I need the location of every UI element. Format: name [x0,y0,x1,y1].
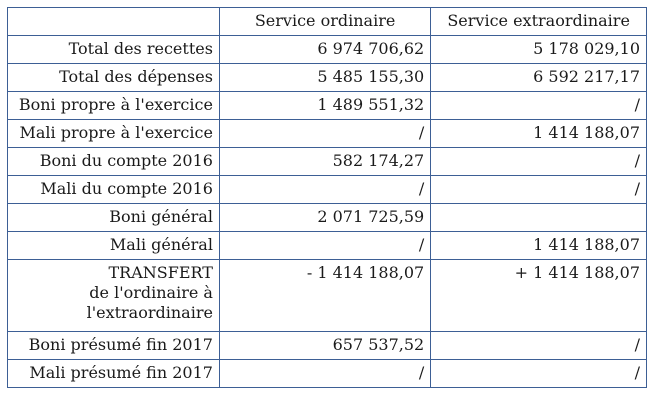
table-row [8,176,647,204]
table-row [8,232,647,260]
ordinaire-value: 1 489 551,32 [219,92,430,120]
ordinaire-value: / [219,120,430,148]
ordinaire-value: 657 537,52 [219,332,430,360]
transfert-label-line: TRANSFERT [108,263,213,282]
budget-table [7,7,647,388]
row-label: Mali général [8,232,220,260]
ordinaire-value: 2 071 725,59 [219,204,430,232]
ordinaire-value: 5 485 155,30 [219,64,430,92]
table-row [8,148,647,176]
extraordinaire-value: / [431,148,647,176]
extraordinaire-value: / [431,176,647,204]
row-label: Mali propre à l'exercice [8,120,220,148]
header-row [8,8,647,36]
row-label: Mali du compte 2016 [8,176,220,204]
extraordinaire-value: 1 414 188,07 [431,120,647,148]
extraordinaire-value [431,204,647,232]
table-row-transfert [8,260,647,332]
table-row [8,204,647,232]
row-label: Total des dépenses [8,64,220,92]
row-label-transfert [8,260,220,332]
extraordinaire-value: / [431,92,647,120]
row-label: Total des recettes [8,36,220,64]
header-service-extraordinaire: Service extraordinaire [431,8,647,36]
extraordinaire-value: + 1 414 188,07 [431,260,647,332]
extraordinaire-value: / [431,332,647,360]
header-corner-cell [8,8,220,36]
ordinaire-value: / [219,232,430,260]
table-row [8,332,647,360]
header-service-ordinaire: Service ordinaire [219,8,430,36]
extraordinaire-value: 1 414 188,07 [431,232,647,260]
extraordinaire-value: / [431,360,647,388]
row-label: Boni du compte 2016 [8,148,220,176]
row-label: Boni propre à l'exercice [8,92,220,120]
ordinaire-value: 6 974 706,62 [219,36,430,64]
ordinaire-value: - 1 414 188,07 [219,260,430,332]
ordinaire-value: / [219,176,430,204]
row-label: Boni général [8,204,220,232]
table-row [8,36,647,64]
extraordinaire-value: 6 592 217,17 [431,64,647,92]
table-row [8,360,647,388]
table-row [8,92,647,120]
extraordinaire-value: 5 178 029,10 [431,36,647,64]
row-label: Mali présumé fin 2017 [8,360,220,388]
table-row [8,64,647,92]
transfert-label-line: l'extraordinaire [86,303,213,322]
table-row [8,120,647,148]
row-label: Boni présumé fin 2017 [8,332,220,360]
ordinaire-value: 582 174,27 [219,148,430,176]
transfert-label-line: de l'ordinaire à [89,283,213,302]
ordinaire-value: / [219,360,430,388]
